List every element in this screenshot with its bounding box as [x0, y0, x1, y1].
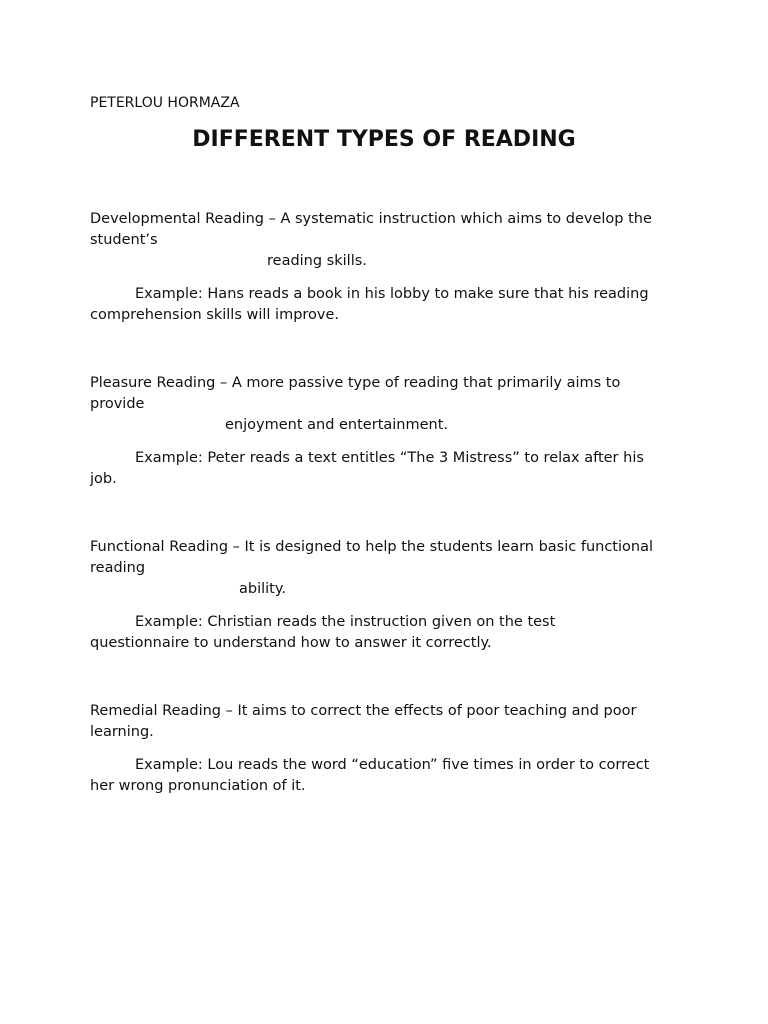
definition-line: enjoyment and entertainment. [225, 417, 449, 433]
definition-line: learning. [90, 724, 154, 740]
document-title: DIFFERENT TYPES OF READING [192, 127, 576, 152]
example-line: job. [90, 471, 117, 487]
definition-line: Remedial Reading – It aims to correct the effects of poor teaching and poor [90, 703, 637, 719]
section-developmental-reading [90, 209, 690, 326]
example-line: Example: Christian reads the instruction given on the test [135, 614, 556, 630]
definition-line: provide [90, 396, 145, 412]
definition-line: Developmental Reading – A systematic instruction which aims to develop the [90, 211, 652, 227]
definition-line: reading skills. [267, 253, 367, 269]
example-line: questionnaire to understand how to answer it correctly. [90, 635, 492, 651]
example-line: her wrong pronunciation of it. [90, 778, 306, 794]
example-line: Example: Lou reads the word “education” five times in order to correct [135, 757, 650, 773]
definition-line: student’s [90, 232, 158, 248]
example-line: comprehension skills will improve. [90, 307, 340, 323]
example-line: Example: Peter reads a text entitles “The 3 Mistress” to relax after his [135, 450, 644, 466]
definition-line: Pleasure Reading – A more passive type of reading that primarily aims to [90, 375, 621, 391]
definition-line: Functional Reading – It is designed to help the students learn basic functional [90, 539, 653, 555]
example-line: Example: Hans reads a book in his lobby to make sure that his reading [135, 286, 649, 302]
section-pleasure-reading [90, 373, 690, 490]
section-remedial-reading [90, 701, 690, 797]
definition-line: ability. [239, 581, 286, 597]
section-functional-reading [90, 537, 690, 654]
definition-line: reading [90, 560, 146, 576]
author-name: PETERLOU HORMAZA [90, 95, 240, 111]
